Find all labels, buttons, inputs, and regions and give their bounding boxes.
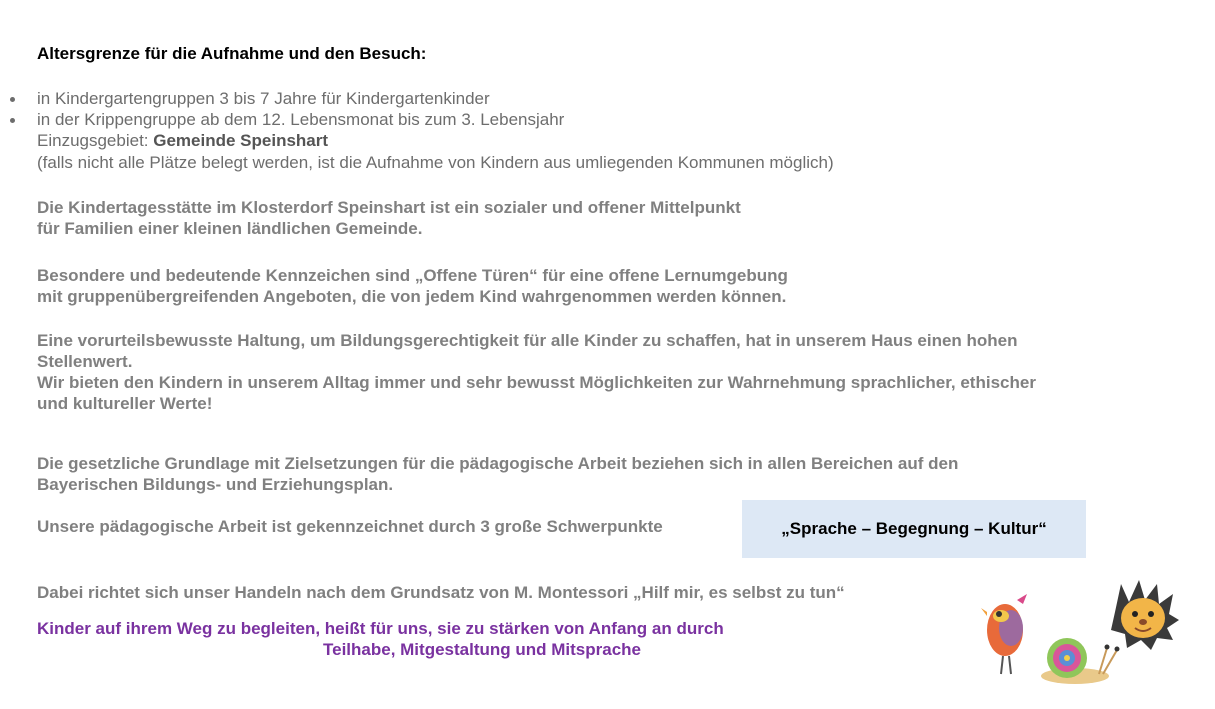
- bullet-icon: [10, 97, 15, 102]
- paragraph-2: Besondere und bedeutende Kennzeichen sind „Offene Türen“ für eine offene Lernumgebung mit gruppenübergreifenden Angeboten, die von jedem Kind wahrgenommen werden können.: [37, 266, 788, 306]
- closing-line-2: Teilhabe, Mitgestaltung und Mitsprache: [323, 640, 641, 659]
- illustration: [975, 578, 1180, 690]
- list-item: in der Krippengruppe ab dem 12. Lebensmonat bis zum 3. Lebensjahr: [10, 109, 564, 130]
- list-item: in Kindergartengruppen 3 bis 7 Jahre für Kindergartenkinder: [10, 88, 564, 109]
- bird-icon: [981, 594, 1027, 674]
- paragraph-3: Eine vorurteilsbewusste Haltung, um Bildungsgerechtigkeit für alle Kinder zu schaffen, hat in unserem Haus einen hohen Stellenwert. Wir bieten den Kindern in unserem Alltag immer und sehr bewusst Möglichkeiten zur Wahrnehmung sprachlicher, ethischer und kultureller Werte!: [37, 331, 1036, 413]
- closing-line-1: Kinder auf ihrem Weg zu begleiten, heißt für uns, sie zu stärken von Anfang an durch: [37, 619, 724, 638]
- catchment-value: Gemeinde Speinshart: [153, 131, 329, 150]
- section-heading: Altersgrenze für die Aufnahme und den Besuch:: [37, 44, 427, 63]
- paragraph-5: Unsere pädagogische Arbeit ist gekennzeichnet durch 3 große Schwerpunkte: [37, 517, 663, 536]
- catchment-label: Einzugsgebiet:: [37, 131, 154, 150]
- focus-callout: [742, 500, 1086, 558]
- callout-text: „Sprache – Begegnung – Kultur“: [781, 519, 1047, 538]
- catchment-note: (falls nicht alle Plätze belegt werden, ist die Aufnahme von Kindern aus umliegenden Kommunen möglich): [37, 153, 834, 172]
- age-list: [10, 88, 564, 130]
- catchment-line: [37, 130, 328, 151]
- paragraph-4: Die gesetzliche Grundlage mit Zielsetzungen für die pädagogische Arbeit beziehen sich in allen Bereichen auf den Bayerischen Bildungs- und Erziehungsplan.: [37, 454, 959, 494]
- paragraph-6: Dabei richtet sich unser Handeln nach dem Grundsatz von M. Montessori „Hilf mir, es selbst zu tun“: [37, 583, 845, 602]
- snail-icon: [1041, 638, 1120, 684]
- hedgehog-icon: [1111, 580, 1179, 650]
- paragraph-1: Die Kindertagesstätte im Klosterdorf Speinshart ist ein sozialer und offener Mittelpunkt für Familien einer kleinen ländlichen Gemeinde.: [37, 198, 741, 238]
- bullet-icon: [10, 118, 15, 123]
